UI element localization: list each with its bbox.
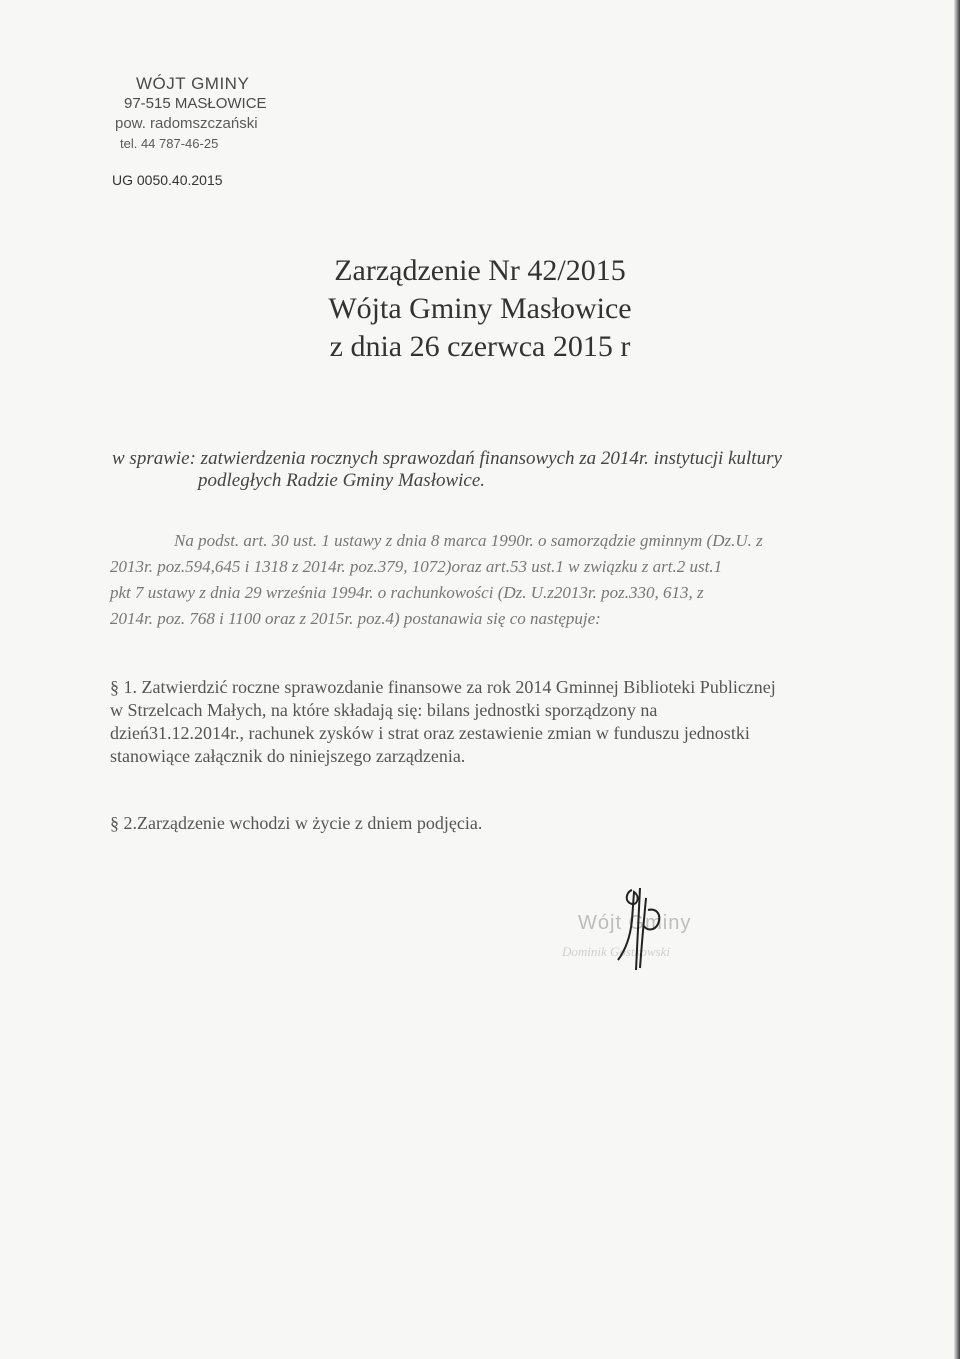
signature-stamp-title: Wójt Gminy bbox=[578, 912, 692, 934]
legal-basis-line-1: Na podst. art. 30 ust. 1 ustawy z dnia 8 marca 1990r. o samorządzie gminnym (Dz.U. z bbox=[174, 531, 763, 550]
stamp-line-address: 97-515 MASŁOWICE bbox=[124, 95, 267, 112]
section-1-line-4: stanowiące załącznik do niniejszego zarządzenia. bbox=[110, 746, 466, 766]
legal-basis-line-4: 2014r. poz. 768 i 1100 oraz z 2015r. poz.4) postanawia się co następuje: bbox=[110, 609, 601, 628]
subject-line-2: podległych Radzie Gminy Masłowice. bbox=[198, 470, 486, 491]
section-1 bbox=[110, 676, 870, 768]
stamp-line-county: pow. radomszczański bbox=[115, 115, 258, 132]
reference-number: UG 0050.40.2015 bbox=[112, 172, 223, 188]
legal-basis-line-2: 2013r. poz.594,645 i 1318 z 2014r. poz.379, 1072)oraz art.53 ust.1 w związku z art.2 ust.1 bbox=[110, 557, 723, 576]
section-1-line-3: dzień31.12.2014r., rachunek zysków i strat oraz zestawienie zmian w funduszu jednostki bbox=[110, 723, 750, 743]
stamp-line-phone: tel. 44 787-46-25 bbox=[120, 136, 219, 151]
signature-block bbox=[560, 880, 760, 980]
signature-stamp-name: Dominik Gostkowski bbox=[562, 944, 670, 959]
subject bbox=[112, 448, 882, 492]
section-1-line-2: w Strzelcach Małych, na które składają się: bilans jednostki sporządzony na bbox=[110, 700, 658, 720]
title-line-1: Zarządzenie Nr 42/2015 bbox=[334, 254, 626, 287]
handwritten-signature bbox=[560, 880, 760, 980]
title-line-2: Wójta Gminy Masłowice bbox=[328, 292, 632, 325]
legal-basis-line-3: pkt 7 ustawy z dnia 29 września 1994r. o rachunkowości (Dz. U.z2013r. poz.330, 613, z bbox=[110, 583, 704, 602]
stamp-line-office: WÓJT GMINY bbox=[136, 74, 250, 93]
scan-edge-shadow bbox=[954, 0, 960, 1359]
legal-basis bbox=[110, 528, 890, 632]
section-2: § 2.Zarządzenie wchodzi w życie z dniem podjęcia. bbox=[110, 813, 483, 833]
subject-line-1: w sprawie: zatwierdzenia rocznych sprawozdań finansowych za 2014r. instytucji kultury bbox=[112, 448, 782, 469]
title-line-3: z dnia 26 czerwca 2015 r bbox=[329, 330, 631, 363]
document-title bbox=[0, 252, 960, 366]
office-stamp bbox=[112, 74, 267, 154]
section-1-line-1: § 1. Zatwierdzić roczne sprawozdanie finansowe za rok 2014 Gminnej Biblioteki Publicznej bbox=[110, 677, 776, 697]
